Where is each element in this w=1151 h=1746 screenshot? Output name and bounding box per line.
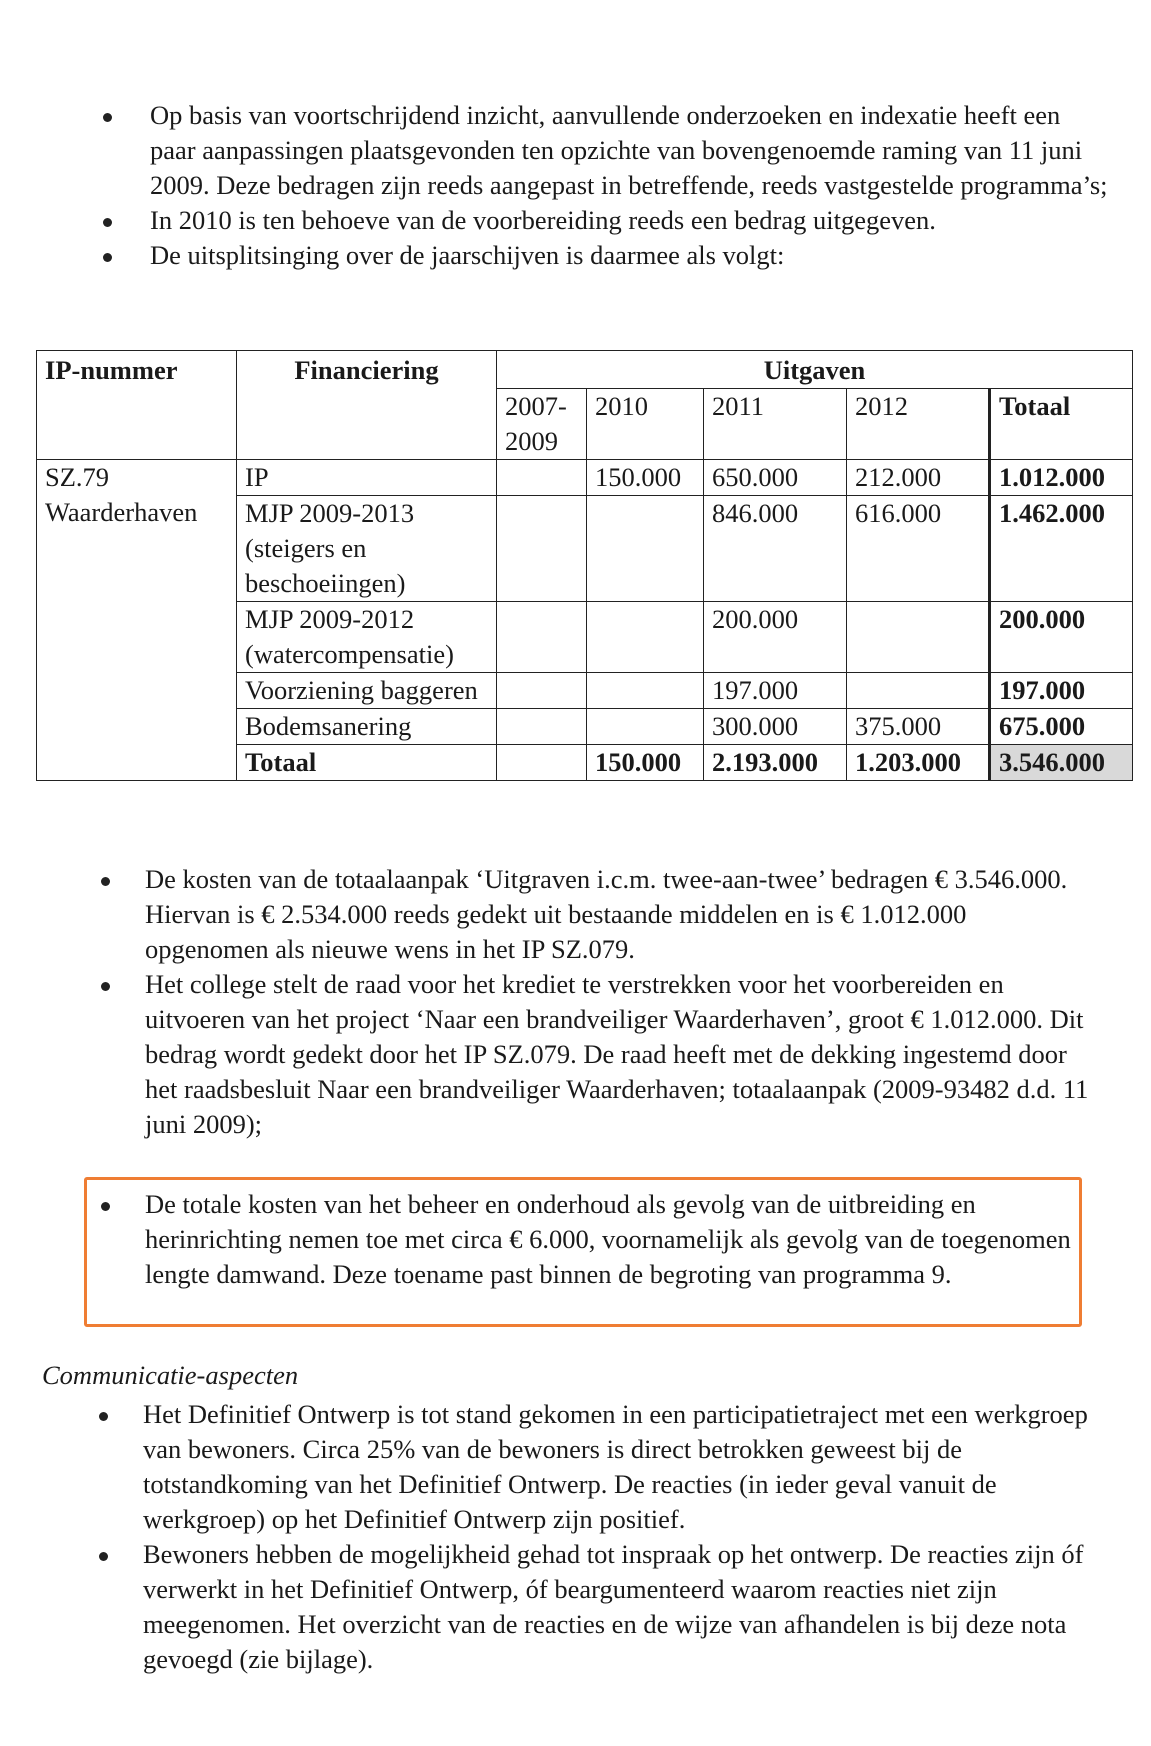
financiering-cell: IP	[237, 460, 497, 496]
cost-bullet-list	[145, 862, 1095, 1142]
bullet-item	[150, 203, 1110, 238]
row-total-cell: 1.462.000	[990, 496, 1133, 602]
header-year-2011: 2011	[704, 389, 847, 460]
row-total-cell: 197.000	[990, 673, 1133, 709]
row-total-cell: 675.000	[990, 709, 1133, 745]
value-cell	[847, 673, 990, 709]
bullet-text: De totale kosten van het beheer en onderhoud als gevolg van de uitbreiding en herinrichting nemen toe met circa € 6.000, voornamelijk als gevolg van de toegenomen lengte damwand. Deze toename past binnen de begroting van programma 9.	[145, 1189, 1071, 1289]
project-name: Waarderhaven	[45, 497, 198, 527]
bullet-text: De kosten van de totaalaanpak ‘Uitgraven i.c.m. twee-aan-twee’ bedragen € 3.546.000. Hiervan is € 2.534.000 reeds gedekt uit bestaande middelen en is € 1.012.000 opgenomen als nieuwe wens in het IP SZ.079.	[145, 864, 1068, 964]
bullet-icon	[103, 253, 112, 262]
bullet-item	[143, 1537, 1098, 1677]
bullet-icon	[101, 1202, 110, 1211]
value-cell: 616.000	[847, 496, 990, 602]
budget-table	[36, 350, 1133, 781]
bullet-icon	[103, 218, 112, 227]
bullet-icon	[101, 877, 110, 886]
header-ip-nummer: IP-nummer	[37, 351, 237, 460]
project-code: SZ.79	[45, 462, 110, 492]
value-cell	[497, 496, 587, 602]
bullet-text: In 2010 is ten behoeve van de voorbereiding reeds een bedrag uitgegeven.	[150, 205, 936, 235]
financiering-cell: MJP 2009-2013 (steigers en beschoeiingen)	[237, 496, 497, 602]
header-year-2012: 2012	[847, 389, 990, 460]
financiering-cell: Voorziening baggeren	[237, 673, 497, 709]
bullet-text: Bewoners hebben de mogelijkheid gehad tot inspraak op het ontwerp. De reacties zijn óf verwerkt in het Definitief Ontwerp, óf beargumenteerd waarom reacties niet zijn meegenomen. Het overzicht van de reacties en de wijze van afhandelen is bij deze nota gevoegd (zie bijlage).	[143, 1539, 1084, 1674]
bullet-item	[145, 967, 1095, 1142]
bullet-icon	[103, 113, 112, 122]
value-cell: 650.000	[704, 460, 847, 496]
total-value-cell: 150.000	[587, 745, 704, 781]
bullet-text: Het Definitief Ontwerp is tot stand gekomen in een participatietraject met een werkgroep van bewoners. Circa 25% van de bewoners is direct betrokken geweest bij de totstandkoming van het Definitief Ontwerp. De reacties (in ieder geval vanuit de werkgroep) op het Definitief Ontwerp zijn positief.	[143, 1399, 1088, 1534]
value-cell: 846.000	[704, 496, 847, 602]
total-label: Totaal	[237, 745, 497, 781]
intro-bullet-list	[150, 98, 1110, 273]
bullet-item	[145, 862, 1095, 967]
table-header-row	[37, 351, 1133, 389]
value-cell	[497, 673, 587, 709]
highlighted-bullet-list	[145, 1187, 1080, 1292]
bullet-item	[150, 238, 1110, 273]
header-financiering: Financiering	[237, 351, 497, 460]
bullet-icon	[101, 982, 110, 991]
value-cell	[847, 602, 990, 673]
value-cell	[587, 496, 704, 602]
bullet-item	[145, 1187, 1080, 1292]
value-cell: 200.000	[704, 602, 847, 673]
value-cell: 150.000	[587, 460, 704, 496]
bullet-item	[150, 98, 1110, 203]
bullet-text: Op basis van voortschrijdend inzicht, aanvullende onderzoeken en indexatie heeft een paar aanpassingen plaatsgevonden ten opzichte van bovengenoemde raming van 11 juni 2009. Deze bedragen zijn reeds aangepast in betreffende, reeds vastgestelde programma’s;	[150, 100, 1108, 200]
header-uitgaven: Uitgaven	[497, 351, 1133, 389]
value-cell	[587, 602, 704, 673]
section-heading: Communicatie-aspecten	[42, 1360, 299, 1390]
total-value-cell: 2.193.000	[704, 745, 847, 781]
table-row	[37, 460, 1133, 496]
header-totaal: Totaal	[990, 389, 1133, 460]
value-cell	[497, 602, 587, 673]
project-cell	[37, 460, 237, 781]
value-cell	[587, 709, 704, 745]
bullet-icon	[99, 1412, 108, 1421]
value-cell	[497, 460, 587, 496]
value-cell: 300.000	[704, 709, 847, 745]
header-year-2007-2009: 2007-2009	[497, 389, 587, 460]
total-value-cell	[497, 745, 587, 781]
value-cell	[497, 709, 587, 745]
row-total-cell: 200.000	[990, 602, 1133, 673]
value-cell: 212.000	[847, 460, 990, 496]
value-cell	[587, 673, 704, 709]
row-total-cell: 1.012.000	[990, 460, 1133, 496]
grand-total-cell: 3.546.000	[990, 745, 1133, 781]
bullet-text: De uitsplitsinging over de jaarschijven is daarmee als volgt:	[150, 240, 785, 270]
header-year-2010: 2010	[587, 389, 704, 460]
value-cell: 197.000	[704, 673, 847, 709]
bullet-icon	[99, 1552, 108, 1561]
total-value-cell: 1.203.000	[847, 745, 990, 781]
financiering-cell: MJP 2009-2012 (watercompensatie)	[237, 602, 497, 673]
value-cell: 375.000	[847, 709, 990, 745]
communication-bullet-list	[143, 1397, 1098, 1677]
financiering-cell: Bodemsanering	[237, 709, 497, 745]
bullet-item	[143, 1397, 1098, 1537]
bullet-text: Het college stelt de raad voor het krediet te verstrekken voor het voorbereiden en uitvoeren van het project ‘Naar een brandveiliger Waarderhaven’, groot € 1.012.000. Dit bedrag wordt gedekt door het IP SZ.079. De raad heeft met de dekking ingestemd door het raadsbesluit Naar een brandveiliger Waarderhaven; totaalaanpak (2009-93482 d.d. 11 juni 2009);	[145, 969, 1089, 1139]
